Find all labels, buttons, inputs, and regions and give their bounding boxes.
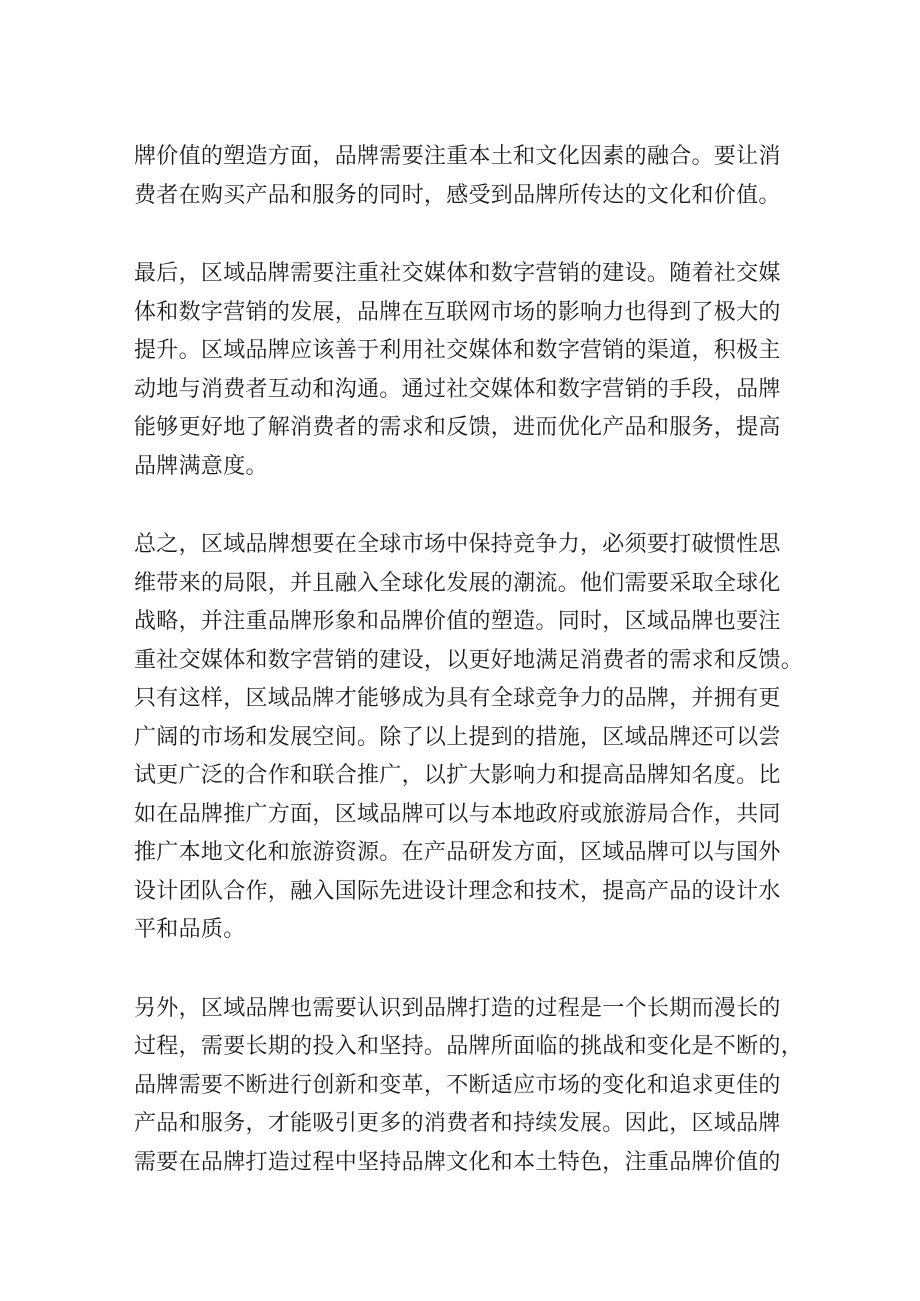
text-line: 能够更好地了解消费者的需求和反馈，进而优化产品和服务，提高 (134, 415, 781, 440)
paragraph-social-media-marketing (134, 255, 798, 486)
text-line: 另外，区域品牌也需要认识到品牌打造的过程是一个长期而漫长的 (134, 995, 781, 1021)
text-line: 提升。区域品牌应该善于利用社交媒体和数字营销的渠道，积极主 (134, 338, 781, 363)
text-line: 设计团队合作，融入国际先进设计理念和技术，提高产品的设计水 (134, 878, 781, 904)
text-line: 维带来的局限，并且融入全球化发展的潮流。他们需要采取全球化 (134, 570, 781, 596)
paragraph-summary (134, 526, 804, 950)
text-line: 需要在品牌打造过程中坚持品牌文化和本土特色，注重品牌价值的 (134, 1149, 781, 1175)
text-line: 推广本地文化和旅游资源。在产品研发方面，区域品牌可以与国外 (134, 840, 781, 865)
text-line: 动地与消费者互动和沟通。通过社交媒体和数字营销的手段，品牌 (134, 376, 781, 402)
text-line: 体和数字营销的发展，品牌在互联网市场的影响力也得到了极大的 (134, 299, 781, 325)
text-line: 总之，区域品牌想要在全球市场中保持竞争力，必须要打破惯性思 (134, 532, 781, 557)
text-line: 过程，需要长期的投入和坚持。品牌所面临的挑战和变化是不断的， (134, 1034, 804, 1059)
text-line: 最后，区域品牌需要注重社交媒体和数字营销的建设。随着社交媒 (134, 261, 781, 286)
text-line: 费者在购买产品和服务的同时，感受到品牌所传达的文化和价值。 (134, 182, 781, 208)
text-line: 只有这样，区域品牌才能够成为具有全球竞争力的品牌，并拥有更 (134, 686, 781, 711)
text-line: 如在品牌推广方面，区域品牌可以与本地政府或旅游局合作，共同 (134, 801, 781, 827)
text-line: 产品和服务，才能吸引更多的消费者和持续发展。因此，区域品牌 (134, 1111, 781, 1136)
paragraph-long-term-process (134, 990, 804, 1183)
text-line: 战略，并注重品牌形象和品牌价值的塑造。同时，区域品牌也要注 (134, 609, 781, 634)
text-line: 重社交媒体和数字营销的建设，以更好地满足消费者的需求和反馈。 (134, 647, 804, 673)
text-line: 试更广泛的合作和联合推广，以扩大影响力和提高品牌知名度。比 (134, 763, 781, 788)
text-line: 品牌需要不断进行创新和变革，不断适应市场的变化和追求更佳的 (134, 1072, 781, 1098)
text-line: 牌价值的塑造方面，品牌需要注重本土和文化因素的融合。要让消 (134, 144, 781, 169)
text-line: 平和品质。 (134, 917, 246, 942)
document-body (134, 138, 804, 1222)
text-line: 品牌满意度。 (134, 453, 268, 479)
paragraph-brand-value-continued (134, 138, 798, 215)
text-line: 广阔的市场和发展空间。除了以上提到的措施，区域品牌还可以尝 (134, 724, 781, 750)
